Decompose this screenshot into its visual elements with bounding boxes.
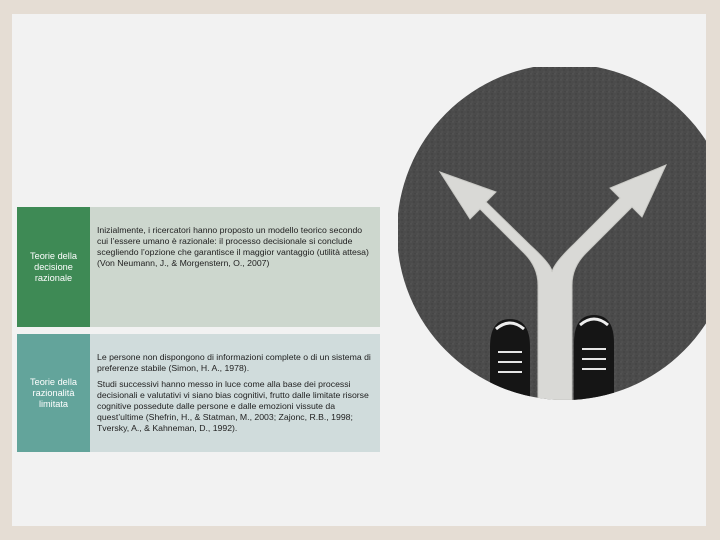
row-label (17, 334, 90, 452)
road-arrow-photo (398, 67, 706, 400)
left-sneaker (490, 319, 530, 400)
row-label (17, 207, 90, 327)
row-paragraph: Le persone non dispongono di informazioni complete o di un sistema di preferenze stabile (Simon, H. A., 1978). (97, 352, 371, 373)
row-content (90, 334, 380, 452)
row-paragraph: Studi successivi hanno messo in luce come alla base dei processi decisionali e valutativi vi siano bias cognitivi, frutto dalle limitate risorse cognitive possedute dalle persone e dalle emozioni vissute da quest’ultime (Shefrin, H., & Statman, M., 2003; Zajonc, R.B., 1998; Tversky, A., & Kahneman, D., 1992). (97, 379, 369, 433)
row-content (90, 207, 380, 327)
right-sneaker (574, 315, 614, 400)
table-row (17, 207, 380, 327)
row-label-text: Teorie della razionalità limitata (30, 376, 77, 409)
table-row (17, 334, 380, 452)
split-arrow-road-photo-icon (398, 67, 706, 400)
row-paragraph: Inizialmente, i ricercatori hanno proposto un modello teorico secondo cui l’essere umano è razionale: il processo decisionale si conclude scegliendo l’opzione che garantisce il maggior vantaggio (utilità attesa) (Von Neumann, J., & Morgenstern, O., 2007) (97, 225, 369, 268)
row-label-text: Teorie della decisione razionale (30, 250, 77, 283)
